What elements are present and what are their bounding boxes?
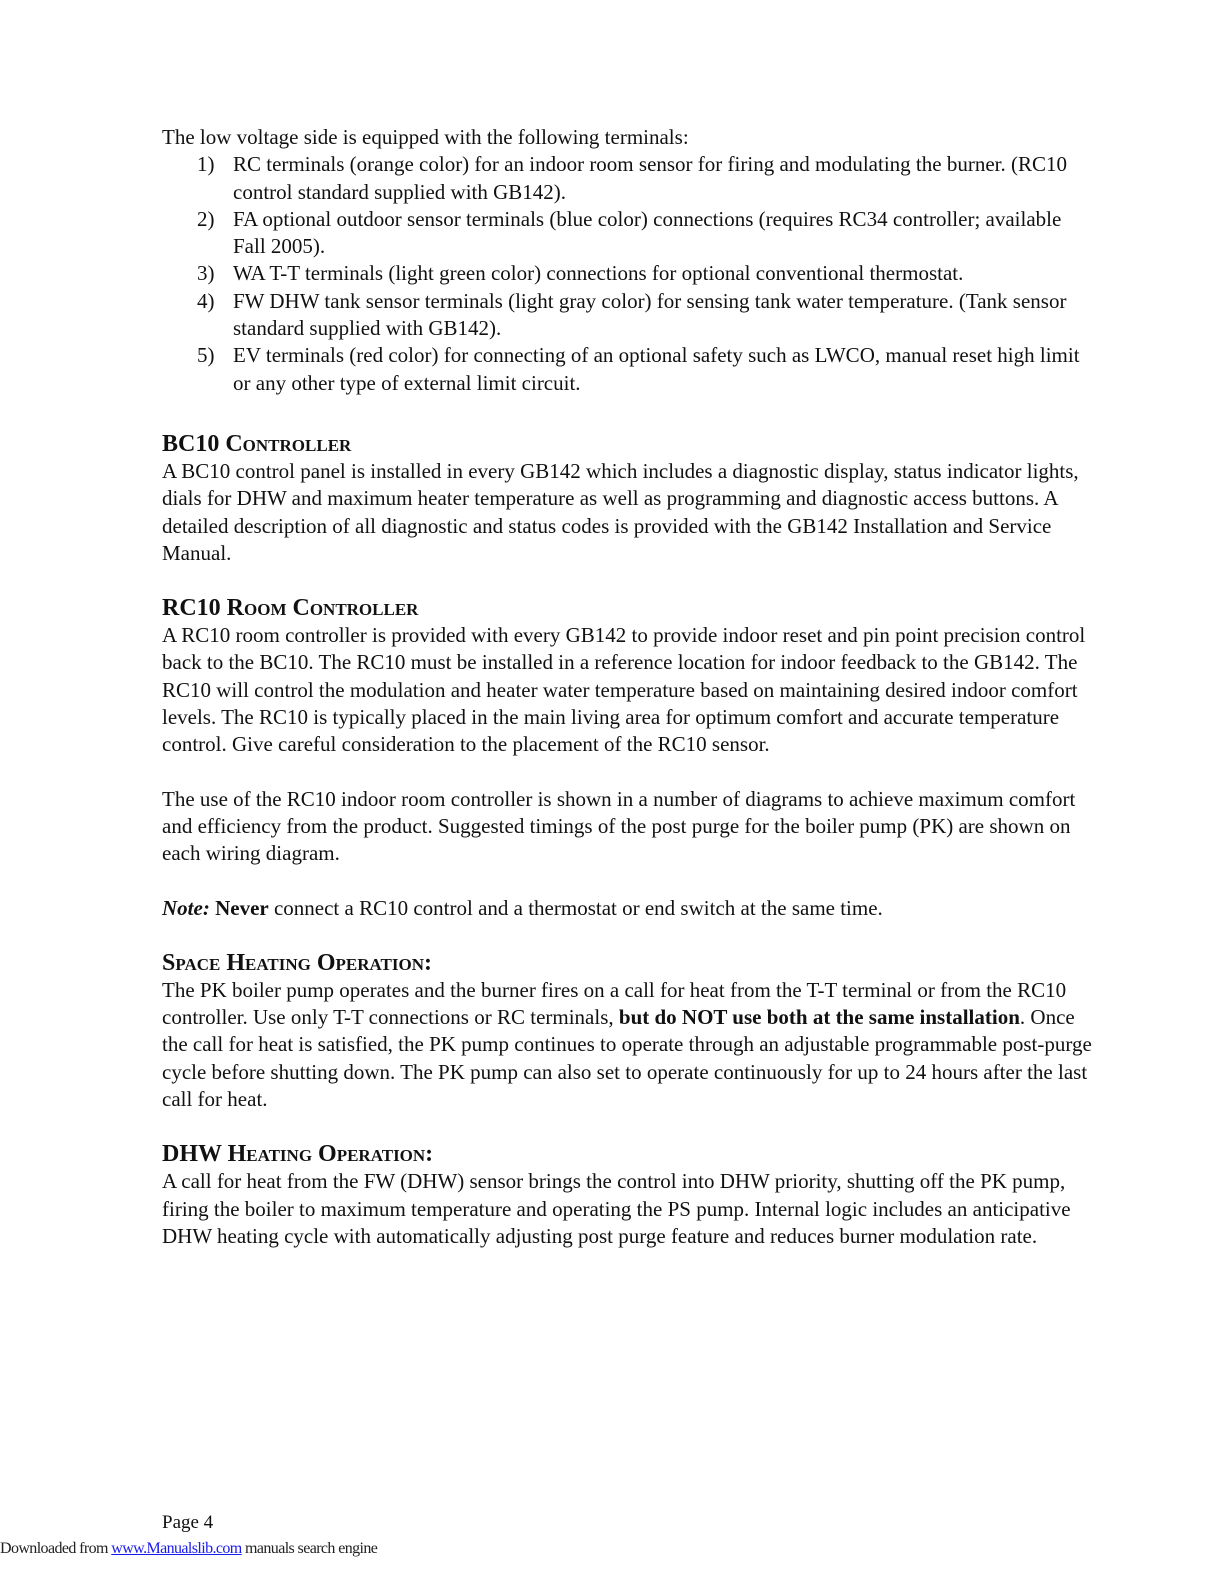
space-heating-heading: Space Heating Operation:	[162, 949, 432, 976]
list-item	[162, 206, 1092, 261]
dhw-heating-heading: DHW Heating Operation:	[162, 1141, 434, 1168]
list-text: RC terminals (orange color) for an indoor room sensor for firing and modulating the burner. (RC10 control standard supplied with GB142).	[233, 152, 1067, 204]
document-page	[162, 124, 1092, 1250]
list-item	[162, 151, 1092, 206]
download-banner	[0, 1540, 377, 1558]
terminal-list	[162, 151, 1092, 397]
space-text-bold: but do NOT use both at the same installation	[618, 1005, 1020, 1030]
list-number: 3)	[197, 261, 215, 286]
rc10-heading: RC10 Room Controller	[162, 595, 419, 622]
list-text: WA T-T terminals (light green color) connections for optional conventional thermostat.	[233, 261, 964, 286]
list-number: 5)	[197, 343, 215, 368]
intro-text: The low voltage side is equipped with the following terminals:	[162, 125, 689, 149]
download-suffix: manuals search engine	[241, 1540, 378, 1557]
space-text-b: . Once the call for heat is satisfied, the PK pump continues to operate through an adjustable programmable post-purge cycle before shutting down. The PK pump can also set to operate continuously for up to 24 hours after the last call for heat.	[162, 1005, 1092, 1112]
bc10-body: A BC10 control panel is installed in every GB142 which includes a diagnostic display, status indicator lights, dials for DHW and maximum heater temperature as well as programming and diagnostic access buttons. A detailed description of all diagnostic and status codes is provided with the GB142 Installation and Service Manual.	[162, 458, 1079, 565]
space-text-a: The PK boiler pump operates and the burner fires on a call for heat from the T-T terminal or from the RC10 controller. Use only T-T connections or RC terminals,	[162, 977, 1067, 1030]
rc10-body-2: The use of the RC10 indoor room controller is shown in a number of diagrams to achieve maximum comfort and efficiency from the product. Suggested timings of the post purge for the boiler pump (PK) are shown on each wiring diagram.	[162, 786, 1076, 866]
list-text: EV terminals (red color) for connecting of an optional safety such as LWCO, manual reset high limit or any other type of external limit circuit.	[233, 343, 1080, 395]
page-number: Page 4	[162, 1512, 214, 1533]
list-item	[162, 260, 1092, 287]
manualslib-link[interactable]: www.Manualslib.com	[111, 1540, 242, 1557]
note-strong: Never	[215, 895, 269, 920]
dhw-heating-body: A call for heat from the FW (DHW) sensor brings the control into DHW priority, shutting off the PK pump, firing the boiler to maximum temperature and operating the PS pump. Internal logic includes an anticipative DHW heating cycle with automatically adjusting post purge feature and reduces burner modulation rate.	[162, 1169, 1071, 1248]
list-number: 4)	[197, 288, 215, 313]
note	[162, 895, 1092, 922]
list-item	[162, 342, 1092, 397]
rc10-body-1: A RC10 room controller is provided with every GB142 to provide indoor reset and pin point precision control back to the BC10. The RC10 must be installed in a reference location for indoor feedback to the GB142. The RC10 will control the modulation and heater water temperature based on maintaining desired indoor comfort levels. The RC10 is typically placed in the main living area for optimum comfort and accurate temperature control. Give careful consideration to the placement of the RC10 sensor.	[162, 623, 1086, 757]
note-text: connect a RC10 control and a thermostat or end switch at the same time.	[268, 895, 883, 920]
list-number: 2)	[197, 206, 215, 231]
list-number: 1)	[197, 152, 215, 177]
list-text: FA optional outdoor sensor terminals (blue color) connections (requires RC34 controller; available Fall 2005).	[233, 206, 1062, 259]
note-label: Note:	[162, 895, 210, 920]
list-text: FW DHW tank sensor terminals (light gray color) for sensing tank water temperature. (Tank sensor standard supplied with GB142).	[233, 288, 1067, 341]
download-prefix: Downloaded from	[0, 1540, 112, 1557]
list-item	[162, 288, 1092, 343]
bc10-heading: BC10 Controller	[162, 430, 352, 457]
space-heating-body	[162, 977, 1092, 1113]
